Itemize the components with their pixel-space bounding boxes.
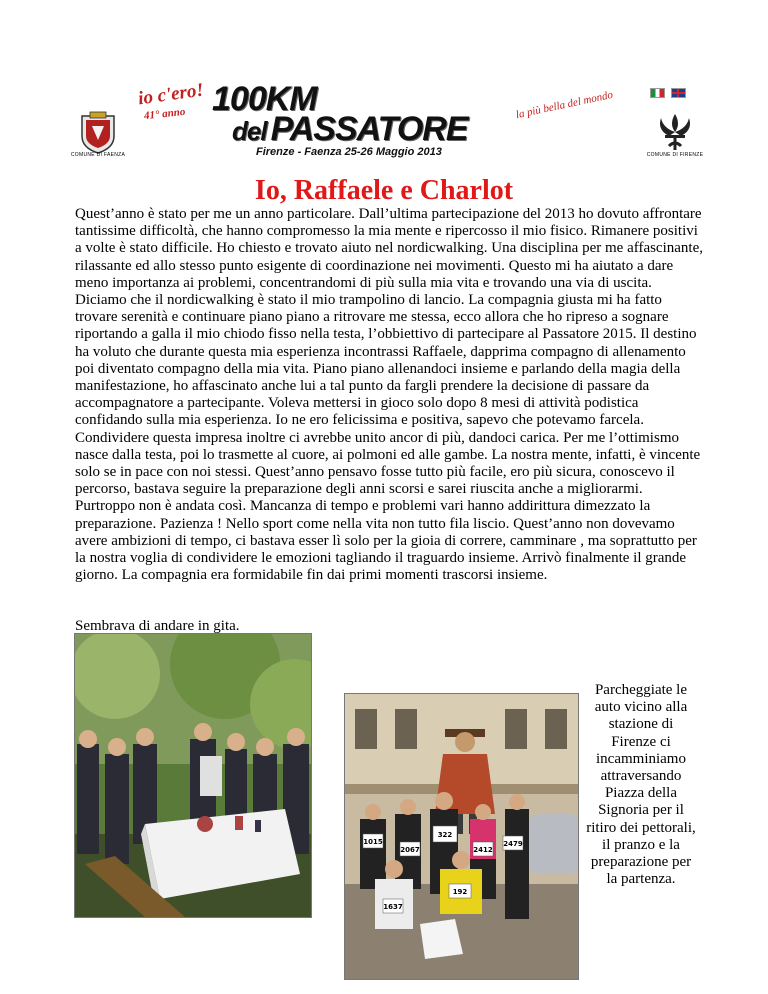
header-banner bbox=[70, 78, 710, 168]
photo1-caption: Sembrava di andare in gita. bbox=[75, 618, 240, 634]
logo-io-cero: io c'ero! bbox=[136, 79, 206, 110]
firenze-caption: COMUNE DI FIRENZE bbox=[646, 152, 704, 158]
picnic-photo bbox=[74, 633, 312, 918]
bib-label: 1015 bbox=[363, 838, 383, 846]
logo-del: del bbox=[232, 116, 267, 146]
logo-passatore bbox=[232, 110, 468, 149]
bib-label: 1637 bbox=[383, 903, 403, 911]
photo2-caption: Parcheggiate le auto vicino alla stazione di Firenze ci incamminiamo attraversando Piazza della Signoria per il ritiro dei pettorali, il pranzo e la preparazione per la partenza. bbox=[586, 682, 696, 888]
logo-dates: Firenze - Faenza 25-26 Maggio 2013 bbox=[256, 146, 442, 158]
article-body: Quest’anno è stato per me un anno particolare. Dall’ultima partecipazione del 2013 ho dovuto affrontare tantissime difficoltà, che hanno compromesso la mia mente e ripercosso il mio fisico. Rimanere positivi a volte è stato difficile. Ho chiesto e trovato aiuto nel nordicwalking. Una disciplina per me affascinante, rilassante ed allo stesso punto esigente di coordinazione nei movimenti. Questo mi ha aiutato a dare meno importanza ai problemi, concentrandomi di più sulla mia vita e trovando una via di uscita. Diciamo che il nordicwalking è stato il mio trampolino di lancio. La compagnia giusta mi ha fatto trovare serenità e continuare piano piano a ritrovare me stessa, ecco allora che ho ripreso a sognare riportando a galla il mio chiodo fisso nella testa, l’obbiettivo di partecipare al Passatore 2015. Il destino ha voluto che durante questa mia esperienza incontrassi Raffaele, dapprima compagno di allenamento poi diventato compagno della mia vita. Piano piano allenandoci insieme e parlando della magia della manifestazione, ho affascinato anche lui a tal punto da fargli prendere la decisione di passare da accompagnatore a partecipante. Voleva mettersi in gioco solo dopo 8 mesi di attività podistica confidando sulla mia esperienza. Io ne ero felicissima e positiva, sapevo che potevamo farcela. Condividere questa impresa inoltre ci avrebbe unito ancor di più, dandoci carica. Per me l’ottimismo nasce dalla testa, poi lo trasmette al cuore, ai polmoni ed alle gambe. La nostra mente, infatti, è vincente solo se in pace con noi stessi. Quest’anno pensavo fosse tutto più facile, ero più sicura, conoscevo il percorso, bastava seguire la preparazione degli anni scorsi e sarei riuscita anche a migliorarmi. Purtroppo non è andata così. Mancanza di tempo e problemi vari hanno addirittura dimezzato la preparazione. Pazienza ! Nello sport come nella vita non tutto fila liscio. Quest’anno non dovevamo avere ambizioni di tempo, ci bastava esser lì solo per la gioia di correre, camminare , ma soprattutto per la nostra voglia di condividere le emozioni tagliando il traguardo insieme. Arrivò finalmente il grande giorno. La compagnia era formidabile fin dai primi momenti trascorsi insieme. bbox=[75, 206, 703, 584]
bib-label: 2067 bbox=[400, 846, 420, 854]
italian-flag-icon[interactable] bbox=[650, 88, 665, 98]
bib-label: 322 bbox=[437, 831, 453, 839]
logo-anno: 41° anno bbox=[143, 105, 186, 123]
logo-tagline: la più bella del mondo bbox=[514, 88, 615, 122]
language-flags bbox=[650, 88, 686, 98]
faenza-caption: COMUNE DI FAENZA bbox=[70, 152, 126, 158]
bib-label: 192 bbox=[452, 888, 468, 896]
bib-label: 2412 bbox=[473, 846, 493, 854]
faenza-crest-icon bbox=[78, 110, 118, 154]
florence-lily-icon bbox=[655, 110, 695, 154]
article-title: Io, Raffaele e Charlot bbox=[254, 175, 514, 206]
logo-passatore-word: PASSATORE bbox=[270, 110, 468, 148]
logo-100km: 100KM bbox=[212, 80, 317, 118]
bib-label: 2479 bbox=[503, 840, 523, 848]
group-statue-photo bbox=[344, 693, 579, 980]
uk-flag-icon[interactable] bbox=[671, 88, 686, 98]
